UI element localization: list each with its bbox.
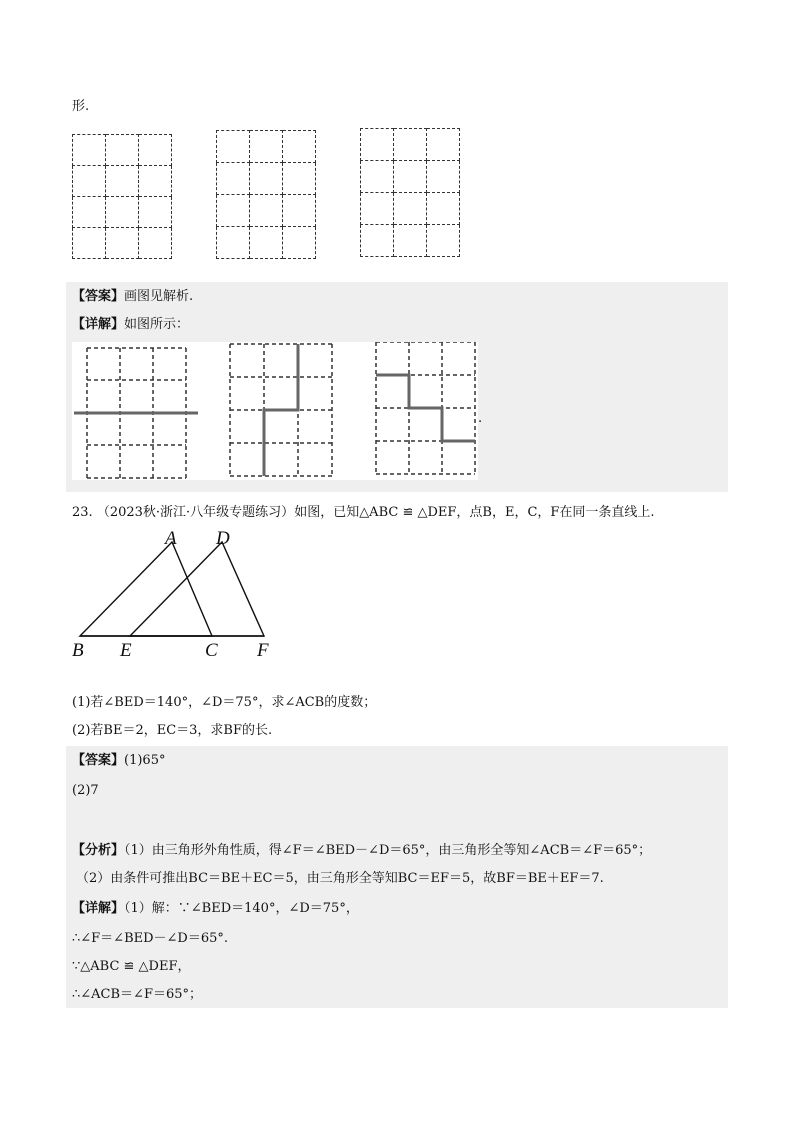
detail-2-line-1: [72, 900, 359, 918]
solution-figures: [72, 342, 478, 480]
problem-text: 如图，已知△ABC ≌ △DEF，点B，E，C，F在同一条直线上.: [294, 505, 655, 520]
detail-1: [72, 316, 189, 334]
answer-part-1: (1)65°: [124, 753, 166, 768]
answer-part-2: (2)7: [72, 783, 99, 798]
intro-tail-text: 形.: [72, 99, 90, 114]
answer-1: [72, 288, 193, 306]
answer-tag: 【答案】: [72, 753, 125, 768]
cut-line-2: [264, 344, 298, 476]
label-c: C: [205, 640, 218, 661]
detail-2-line-4: ∴∠ACB＝∠F＝65°；: [72, 987, 203, 1002]
triangle-def: [130, 542, 264, 636]
detail-tag: 【详解】: [72, 901, 125, 916]
label-b: B: [72, 640, 84, 661]
problem-23: [72, 504, 655, 522]
triangle-figure: [72, 528, 282, 660]
blank-grid-2: [216, 130, 316, 259]
trailing-dot: .: [478, 411, 483, 426]
problem-source: （2023秋·浙江·八年级专题练习）: [96, 505, 295, 520]
label-d: D: [216, 528, 230, 549]
analysis-line-2: （2）由条件可推出BC＝BE＋EC＝5，由三角形全等知BC＝EF＝5，故BF＝BE＋EF＝7.: [76, 871, 604, 886]
blank-grid-3: [360, 128, 460, 257]
answer-2: [72, 752, 165, 770]
detail-text: 如图所示：: [124, 317, 190, 332]
label-a: A: [165, 528, 177, 549]
answer-tag: 【答案】: [72, 289, 125, 304]
answer-text: 画图见解析.: [124, 289, 194, 304]
detail-text-1: （1）解：∵∠BED＝140°，∠D＝75°，: [124, 901, 359, 916]
detail-2-line-3: ∵△ABC ≌ △DEF，: [72, 959, 191, 974]
blank-grid-1: [72, 134, 172, 259]
label-e: E: [120, 640, 132, 661]
label-f: F: [257, 640, 269, 661]
problem-number: 23.: [72, 505, 93, 520]
detail-tag: 【详解】: [72, 317, 125, 332]
analysis-text-1: （1）由三角形外角性质，得∠F＝∠BED－∠D＝65°，由三角形全等知∠ACB＝∠F＝65°；: [124, 843, 652, 858]
question-1: (1)若∠BED＝140°，∠D＝75°，求∠ACB的度数；: [72, 695, 377, 710]
analysis-line-1: [72, 842, 651, 860]
triangle-abc: [80, 542, 212, 636]
analysis-tag: 【分析】: [72, 843, 125, 858]
question-2: (2)若BE＝2，EC＝3，求BF的长.: [72, 723, 273, 738]
detail-2-line-2: ∴∠F＝∠BED－∠D＝65°.: [72, 931, 229, 946]
